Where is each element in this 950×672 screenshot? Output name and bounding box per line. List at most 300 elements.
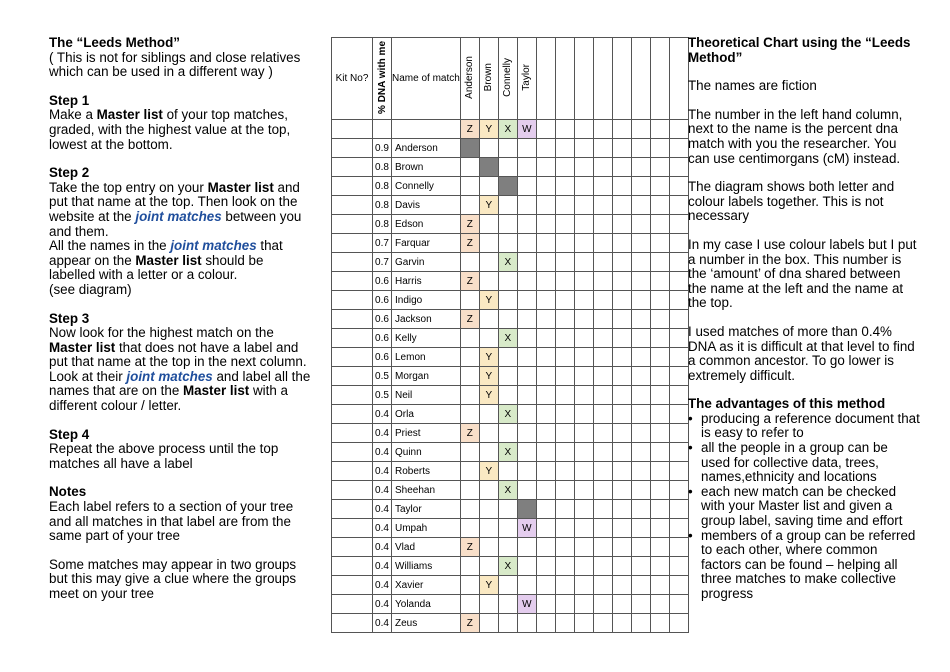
empty-cell (593, 538, 612, 557)
empty-cell (460, 291, 479, 310)
empty-cell (593, 614, 612, 633)
empty-cell (631, 481, 650, 500)
empty-cell (460, 386, 479, 405)
empty-cell (631, 367, 650, 386)
empty-cell (479, 329, 498, 348)
empty-cell (650, 576, 669, 595)
empty-cell (631, 576, 650, 595)
match-name: Xavier (392, 576, 461, 595)
match-name: Kelly (392, 329, 461, 348)
method-title: The “Leeds Method” (49, 35, 180, 50)
empty-cell (498, 614, 517, 633)
empty-cell (517, 614, 536, 633)
empty-cell (612, 519, 631, 538)
empty-cell (574, 481, 593, 500)
match-name: Orla (392, 405, 461, 424)
kit-cell (332, 196, 373, 215)
intro-section (49, 36, 311, 80)
self-match-cell (460, 139, 479, 158)
empty-cell (517, 424, 536, 443)
empty-cell (517, 139, 536, 158)
empty-cell (574, 234, 593, 253)
empty-cell (669, 614, 688, 633)
step3-section (49, 312, 311, 414)
empty-cell (460, 177, 479, 196)
match-name: Neil (392, 386, 461, 405)
empty-cell (612, 291, 631, 310)
empty-cell (669, 253, 688, 272)
empty-cell (593, 196, 612, 215)
step4-heading: Step 4 (49, 426, 90, 442)
empty-cell (536, 481, 555, 500)
empty-cell (593, 500, 612, 519)
empty-cell (631, 253, 650, 272)
empty-cell (536, 291, 555, 310)
empty-cell (517, 386, 536, 405)
group-label-cell: W (517, 120, 536, 139)
empty-cell (612, 120, 631, 139)
table-row (332, 310, 689, 329)
empty-cell (555, 595, 574, 614)
empty-cell (479, 310, 498, 329)
empty-cell (631, 519, 650, 538)
empty-cell (593, 329, 612, 348)
match-name: Williams (392, 557, 461, 576)
column-header-label: Brown (483, 62, 495, 92)
empty-cell (631, 291, 650, 310)
empty-cell (631, 120, 650, 139)
empty-cell (574, 291, 593, 310)
empty-cell (517, 272, 536, 291)
empty-cell (593, 272, 612, 291)
empty-cell (536, 253, 555, 272)
dna-cell (373, 120, 392, 139)
empty-cell (479, 519, 498, 538)
empty-cell (650, 177, 669, 196)
empty-cell (669, 234, 688, 253)
empty-cell (574, 538, 593, 557)
empty-cell (612, 177, 631, 196)
advantage-item: • each new match can be checked with your Master list and given a group label, saving time and effort (688, 485, 920, 529)
empty-cell (650, 386, 669, 405)
empty-cell (612, 329, 631, 348)
empty-cell (536, 424, 555, 443)
empty-cell (460, 519, 479, 538)
step1-text: Make a Master list of your top matches, graded, with the highest value at the top, lowest at the bottom. (49, 107, 291, 152)
empty-cell (593, 291, 612, 310)
column-header (460, 38, 479, 120)
empty-cell (593, 215, 612, 234)
empty-cell (612, 234, 631, 253)
empty-cell (517, 481, 536, 500)
empty-cell (555, 329, 574, 348)
empty-cell (574, 215, 593, 234)
dna-value: 0.6 (373, 329, 392, 348)
empty-cell (612, 272, 631, 291)
table-row (332, 614, 689, 633)
group-mark-cell: Z (460, 215, 479, 234)
dna-value: 0.4 (373, 519, 392, 538)
match-name: Taylor (392, 500, 461, 519)
right-para-1: The names are fiction (688, 78, 817, 94)
column-header (593, 38, 612, 120)
empty-cell (574, 253, 593, 272)
empty-cell (574, 405, 593, 424)
step4-text: Repeat the above process until the top matches all have a label (49, 441, 279, 471)
dna-value: 0.4 (373, 614, 392, 633)
table-row (332, 291, 689, 310)
empty-cell (536, 310, 555, 329)
empty-cell (669, 576, 688, 595)
empty-cell (536, 272, 555, 291)
match-name: Edson (392, 215, 461, 234)
dna-value: 0.7 (373, 234, 392, 253)
right-para-3: The diagram shows both letter and colour labels together. This is not necessary (688, 179, 895, 224)
empty-cell (460, 500, 479, 519)
kit-cell (332, 215, 373, 234)
joint-matches-term: joint matches (170, 238, 257, 254)
empty-cell (517, 253, 536, 272)
self-match-cell (498, 177, 517, 196)
empty-cell (612, 139, 631, 158)
dna-value: 0.5 (373, 386, 392, 405)
dna-value: 0.9 (373, 139, 392, 158)
empty-cell (517, 405, 536, 424)
empty-cell (631, 538, 650, 557)
dna-value: 0.5 (373, 367, 392, 386)
column-header-label: Taylor (521, 63, 533, 91)
empty-cell (574, 310, 593, 329)
notes-section (49, 485, 311, 601)
empty-cell (555, 386, 574, 405)
table-row (332, 253, 689, 272)
group-mark-cell: Z (460, 234, 479, 253)
column-header-label: Connelly (502, 57, 514, 97)
empty-cell (460, 595, 479, 614)
empty-cell (593, 424, 612, 443)
chart-header-row (332, 38, 689, 120)
empty-cell (650, 538, 669, 557)
empty-cell (574, 557, 593, 576)
empty-cell (669, 329, 688, 348)
empty-cell (460, 557, 479, 576)
match-name: Roberts (392, 462, 461, 481)
empty-cell (574, 177, 593, 196)
empty-cell (631, 272, 650, 291)
empty-cell (517, 576, 536, 595)
empty-cell (536, 177, 555, 196)
group-mark-cell: Z (460, 538, 479, 557)
empty-cell (669, 196, 688, 215)
kit-cell (332, 253, 373, 272)
empty-cell (669, 557, 688, 576)
empty-cell (669, 177, 688, 196)
group-label-cell: X (498, 120, 517, 139)
empty-cell (631, 614, 650, 633)
empty-cell (631, 424, 650, 443)
match-name: Priest (392, 424, 461, 443)
empty-cell (650, 120, 669, 139)
empty-cell (498, 424, 517, 443)
right-para-2: The number in the left hand column, next to the name is the percent dna match with you the researcher. You can use centimorgans (cM) instead. (688, 106, 903, 166)
group-mark-cell: Y (479, 462, 498, 481)
kit-cell (332, 234, 373, 253)
kit-no-header: Kit No? (332, 38, 373, 120)
column-header-label: Anderson (464, 55, 476, 99)
empty-cell (650, 614, 669, 633)
column-header (631, 38, 650, 120)
empty-cell (669, 595, 688, 614)
empty-cell (612, 614, 631, 633)
empty-cell (479, 595, 498, 614)
empty-cell (631, 158, 650, 177)
notes-text-2: Some matches may appear in two groups but this may give a clue where the groups meet on your tree (49, 556, 297, 601)
right-column (688, 36, 920, 602)
dna-value: 0.4 (373, 576, 392, 595)
empty-cell (593, 310, 612, 329)
dna-value: 0.4 (373, 405, 392, 424)
empty-cell (612, 462, 631, 481)
empty-cell (460, 481, 479, 500)
empty-cell (517, 329, 536, 348)
kit-cell (332, 500, 373, 519)
empty-cell (650, 253, 669, 272)
left-column (49, 36, 311, 616)
empty-cell (555, 367, 574, 386)
empty-cell (593, 367, 612, 386)
empty-cell (631, 595, 650, 614)
empty-cell (555, 519, 574, 538)
empty-cell (536, 500, 555, 519)
empty-cell (650, 500, 669, 519)
empty-cell (669, 139, 688, 158)
empty-cell (536, 367, 555, 386)
group-mark-cell: Y (479, 386, 498, 405)
dna-value: 0.4 (373, 481, 392, 500)
column-header (555, 38, 574, 120)
empty-cell (593, 557, 612, 576)
match-name: Garvin (392, 253, 461, 272)
empty-cell (612, 367, 631, 386)
empty-cell (631, 348, 650, 367)
name-of-match-header: Name of match (392, 38, 461, 120)
step3-text: Now look for the highest match on the Master list that does not have a label and put that name at the top in the next column. (49, 325, 307, 370)
empty-cell (555, 462, 574, 481)
match-name: Zeus (392, 614, 461, 633)
group-label-cell: Y (479, 120, 498, 139)
kit-cell (332, 310, 373, 329)
empty-cell (574, 443, 593, 462)
empty-cell (669, 462, 688, 481)
table-row (332, 405, 689, 424)
empty-cell (536, 120, 555, 139)
empty-cell (669, 481, 688, 500)
empty-cell (498, 595, 517, 614)
empty-cell (612, 215, 631, 234)
empty-cell (669, 348, 688, 367)
empty-cell (612, 443, 631, 462)
kit-cell (332, 158, 373, 177)
empty-cell (517, 177, 536, 196)
empty-cell (517, 443, 536, 462)
empty-cell (517, 557, 536, 576)
empty-cell (669, 291, 688, 310)
empty-cell (479, 139, 498, 158)
empty-cell (612, 595, 631, 614)
empty-cell (536, 519, 555, 538)
table-row (332, 538, 689, 557)
empty-cell (650, 234, 669, 253)
table-row (332, 557, 689, 576)
empty-cell (631, 386, 650, 405)
empty-cell (536, 196, 555, 215)
table-row (332, 519, 689, 538)
self-match-cell (479, 158, 498, 177)
empty-cell (612, 310, 631, 329)
empty-cell (555, 576, 574, 595)
empty-cell (479, 557, 498, 576)
match-name: Davis (392, 196, 461, 215)
empty-cell (612, 405, 631, 424)
empty-cell (650, 196, 669, 215)
step2-text-2: All the names in the joint matches that appear on the Master list should be labelled with a letter or a colour. (49, 238, 283, 283)
empty-cell (555, 500, 574, 519)
empty-cell (669, 215, 688, 234)
table-row (332, 234, 689, 253)
empty-cell (555, 139, 574, 158)
group-mark-cell: X (498, 557, 517, 576)
empty-cell (536, 462, 555, 481)
empty-cell (669, 424, 688, 443)
match-name: Sheehan (392, 481, 461, 500)
empty-cell (536, 386, 555, 405)
column-header (498, 38, 517, 120)
empty-cell (460, 405, 479, 424)
match-name: Brown (392, 158, 461, 177)
column-header (536, 38, 555, 120)
table-row (332, 462, 689, 481)
empty-cell (555, 348, 574, 367)
right-para-4: In my case I use colour labels but I put a number in the box. This number is the ‘amount’ of dna shared between the name at the left and the name at the top. (688, 236, 917, 311)
dna-value: 0.8 (373, 215, 392, 234)
kit-cell (332, 177, 373, 196)
empty-cell (669, 386, 688, 405)
empty-cell (555, 177, 574, 196)
empty-cell (479, 272, 498, 291)
empty-cell (536, 234, 555, 253)
group-mark-cell: Z (460, 424, 479, 443)
match-name: Umpah (392, 519, 461, 538)
empty-cell (593, 177, 612, 196)
step1-section (49, 94, 311, 152)
kit-cell (332, 481, 373, 500)
empty-cell (650, 272, 669, 291)
method-subtitle: ( This is not for siblings and close relatives which can be used in a different way ) (49, 49, 301, 80)
empty-cell (536, 215, 555, 234)
empty-cell (460, 367, 479, 386)
match-name: Farquar (392, 234, 461, 253)
empty-cell (669, 367, 688, 386)
empty-cell (555, 215, 574, 234)
empty-cell (555, 310, 574, 329)
empty-cell (650, 595, 669, 614)
empty-cell (593, 519, 612, 538)
group-label-cell: Z (460, 120, 479, 139)
match-name: Indigo (392, 291, 461, 310)
empty-cell (555, 253, 574, 272)
empty-cell (593, 386, 612, 405)
empty-cell (536, 348, 555, 367)
dna-value: 0.4 (373, 500, 392, 519)
step2-text: Take the top entry on your Master list and put that name at the top. Then look on the website at the joint matches between you and them. (49, 179, 302, 239)
empty-cell (650, 462, 669, 481)
empty-cell (574, 348, 593, 367)
empty-cell (517, 348, 536, 367)
empty-cell (574, 614, 593, 633)
empty-cell (498, 500, 517, 519)
self-match-cell (517, 500, 536, 519)
step3-text-2: Look at their joint matches and label all the names that are on the Master list with a different colour / letter. (49, 368, 311, 414)
kit-cell (332, 348, 373, 367)
table-row (332, 424, 689, 443)
empty-cell (574, 386, 593, 405)
column-header (574, 38, 593, 120)
right-para-5: I used matches of more than 0.4% DNA as it is difficult at that level to find a common ancestor. To go lower is extremely difficult. (688, 323, 915, 383)
empty-cell (479, 481, 498, 500)
empty-cell (612, 500, 631, 519)
dna-value: 0.8 (373, 196, 392, 215)
empty-cell (669, 272, 688, 291)
empty-cell (593, 139, 612, 158)
kit-cell (332, 614, 373, 633)
dna-value: 0.7 (373, 253, 392, 272)
match-name: Jackson (392, 310, 461, 329)
step2-section (49, 166, 311, 297)
table-row (332, 215, 689, 234)
empty-cell (631, 139, 650, 158)
group-mark-cell: Y (479, 196, 498, 215)
empty-cell (593, 405, 612, 424)
empty-cell (555, 538, 574, 557)
group-mark-cell: Z (460, 272, 479, 291)
empty-cell (669, 120, 688, 139)
empty-cell (574, 367, 593, 386)
empty-cell (612, 424, 631, 443)
empty-cell (555, 614, 574, 633)
empty-cell (460, 576, 479, 595)
empty-cell (498, 310, 517, 329)
empty-cell (479, 253, 498, 272)
empty-cell (479, 443, 498, 462)
group-mark-cell: X (498, 443, 517, 462)
table-row (332, 367, 689, 386)
empty-cell (460, 196, 479, 215)
empty-cell (555, 557, 574, 576)
advantage-item: • members of a group can be referred to each other, where common factors can be found – helping all three matches to make collective progress (688, 529, 920, 602)
empty-cell (555, 120, 574, 139)
empty-cell (536, 614, 555, 633)
empty-cell (669, 405, 688, 424)
match-name: Lemon (392, 348, 461, 367)
dna-value: 0.6 (373, 272, 392, 291)
empty-cell (593, 576, 612, 595)
empty-cell (574, 272, 593, 291)
empty-cell (593, 481, 612, 500)
match-name: Morgan (392, 367, 461, 386)
empty-cell (460, 329, 479, 348)
empty-cell (650, 424, 669, 443)
empty-cell (650, 443, 669, 462)
